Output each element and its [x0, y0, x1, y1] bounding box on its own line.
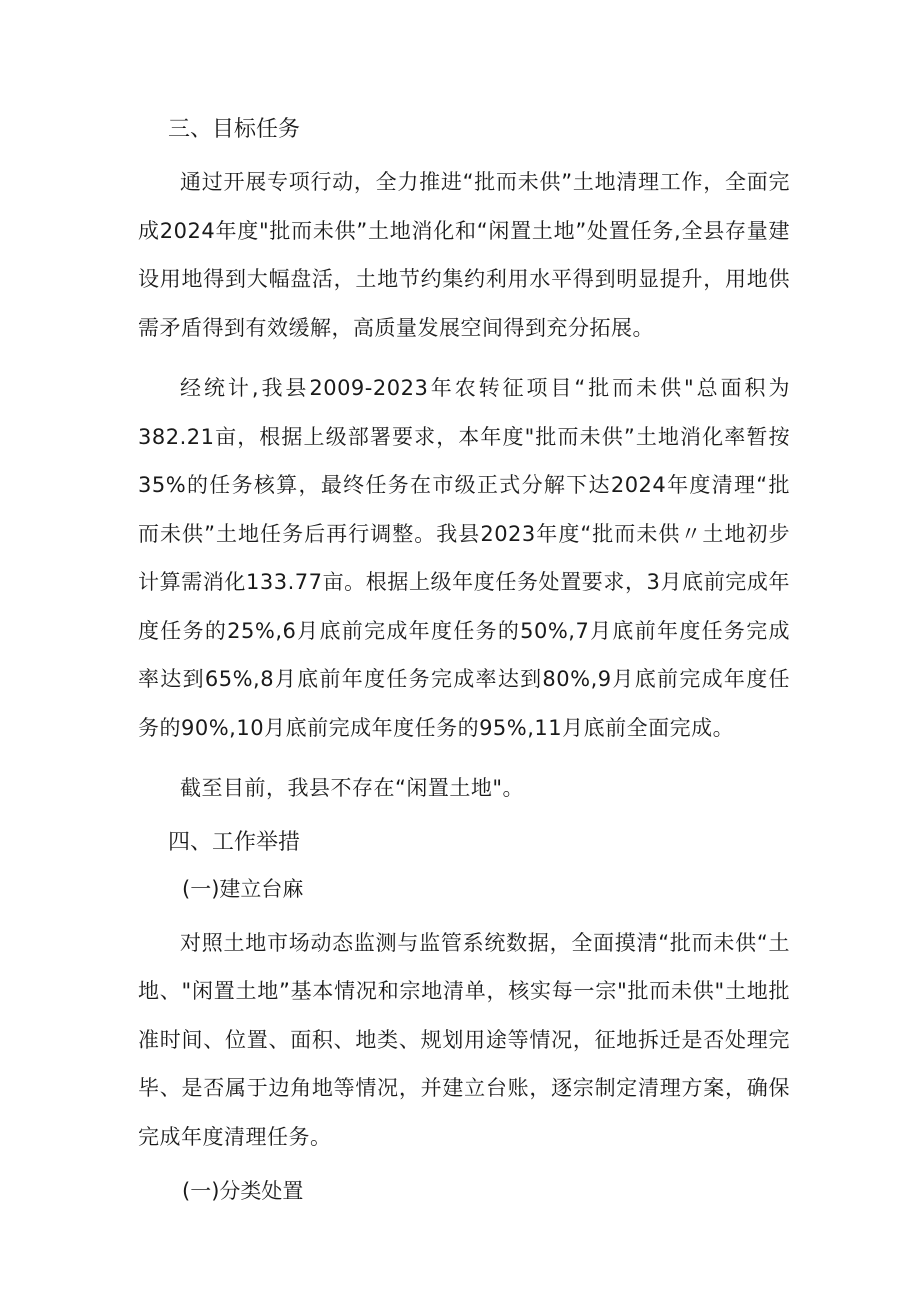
document-body [138, 112, 790, 1221]
paragraph-statistics: 经统计,我县2009-2023年农转征项目“批而未供"总面积为382.21亩，根据上级部署要求，本年度"批而未供”土地消化率暂按35%的任务核算，最终任务在市级正式分解下达2024年度清理“批而未供”土地任务后再行调整。我县2023年度“批而未供〃土地初步计算需消化133.77亩。根据上级年度任务处置要求，3月底前完成年度任务的25%,6月底前完成年度任务的50%,7月底前年度任务完成率达到65%,8月底前年度任务完成率达到80%,9月底前完成年度任务的90%,10月底前完成年度任务的95%,11月底前全面完成。 [138, 376, 790, 740]
paragraph-targets-overview: 通过开展专项行动，全力推进“批而未供”土地清理工作，全面完成2024年度"批而未供”土地消化和“闲置土地”处置任务,全县存量建设用地得到大幅盘活，土地节约集约利用水平得到明显提升，用地供需矛盾得到有效缓解，高质量发展空间得到充分拓展。 [138, 170, 790, 340]
subheading-classified-disposal: (一)分类处置 [182, 1179, 304, 1203]
paragraph-establish-ledger: 对照土地市场动态监测与监管系统数据，全面摸清“批而未供“土地、"闲置土地”基本情况和宗地清单，核实每一宗"批而未供"土地批准时间、位置、面积、地类、规划用途等情况，征地拆迁是否处理完毕、是否属于边角地等情况，并建立台账，逐宗制定清理方案，确保完成年度清理任务。 [138, 930, 790, 1149]
section-heading-targets: 三、目标任务 [168, 117, 301, 142]
paragraph-idle-land-status: 截至目前，我县不存在“闲置土地"。 [180, 776, 525, 800]
subheading-establish-ledger: (一)建立台麻 [182, 876, 304, 901]
section-heading-measures: 四、工作举措 [168, 829, 301, 855]
